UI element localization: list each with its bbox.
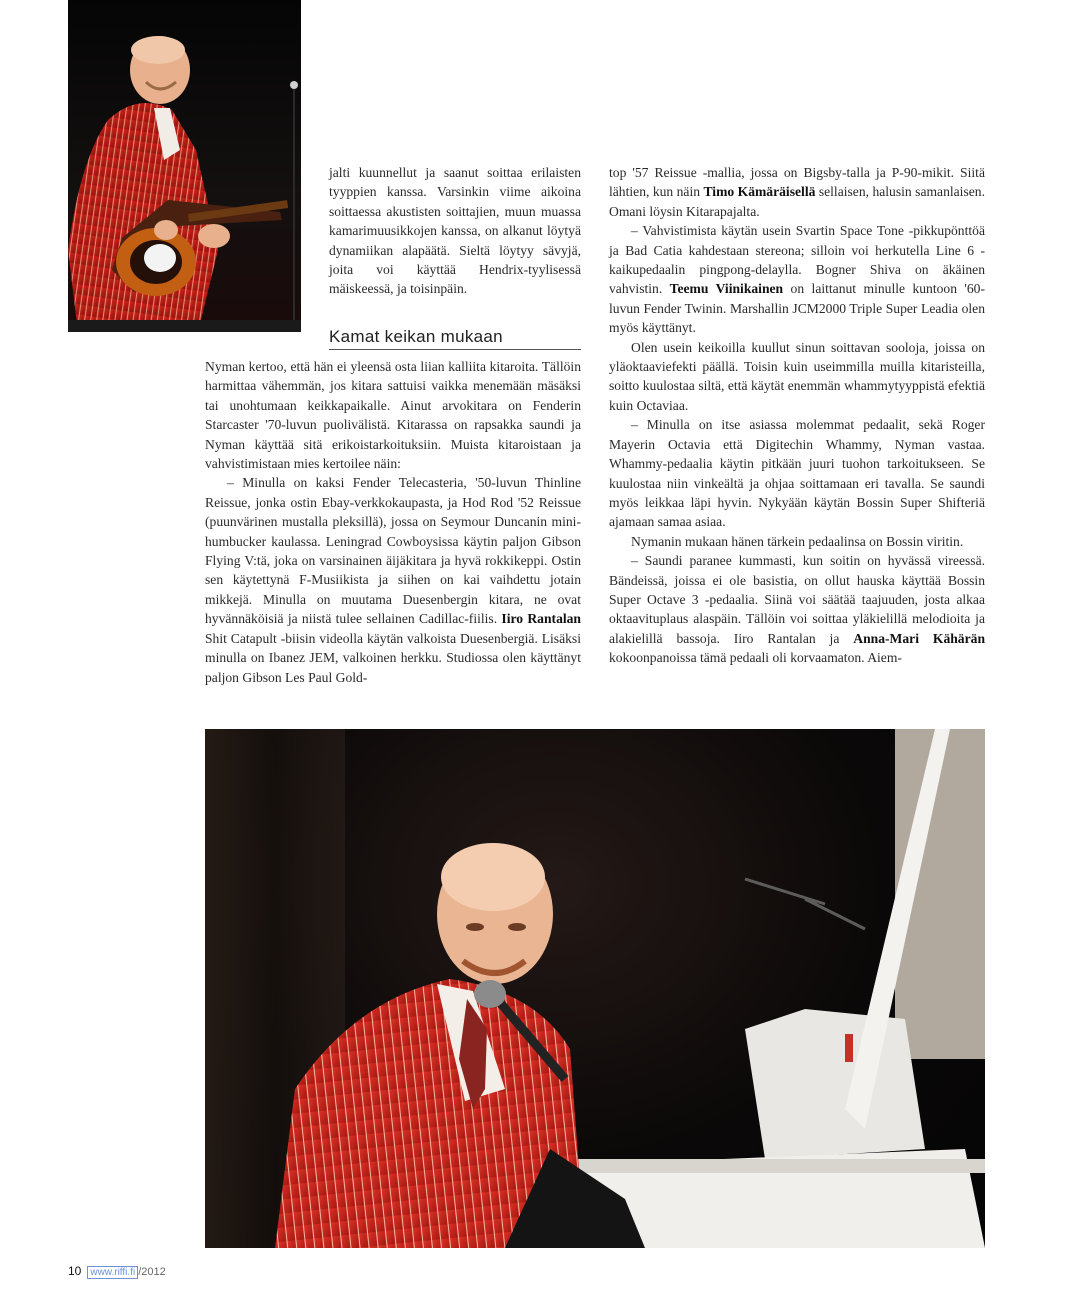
- page-number: 10: [68, 1264, 82, 1278]
- person-name: Timo Kämäräisellä: [703, 184, 816, 200]
- paragraph: top '57 Reissue -mallia, jossa on Bigsby-talla ja P-90-mikit. Siitä lähtien, kun näin Timo Kämäräisellä sellaisen, halusin samanlaisen. Omani löysin Kitarapajalta.: [609, 165, 985, 219]
- paragraph: Olen usein keikoilla kuullut sinun soittavan sooloja, joissa on yläoktaaviefekti päällä. Toisin kuin useimmilla muilla kitaristeilla, soitto kuulostaa siltä, että käytät enemmän whammytyyppistä efektiä kuin Octaviaa.: [609, 339, 985, 413]
- photo-guitarist: [68, 0, 301, 332]
- paragraph: – Minulla on kaksi Fender Telecasteria, '50-luvun Thinline Reissue, jonka ostin Ebay-verkkokaupasta, ja Hod Rod '52 Reissue (puunvärinen mustalla pleksillä), jossa on Seymour Duncanin mini-humbucker kaulassa. Leningrad Cowboysissa käytin paljon Gibson Flying V:tä, joka on varsinainen äijäkitara ja hyvä rokkikeppi. Ostin sen käytettynä F-Musiikista ja siihen on kai vaihdettu jotain mikkejä. Minulla on muutama Duesenbergin kitara, ne ovat hyvännäköisiä ja niistä tulee sellainen Cadillac-fiilis. Iiro Rantalan Shit Catapult -biisin videolla käytän valkoista Duesenbergiä. Lisäksi minulla on Ibanez JEM, valkoinen herkku. Studiossa olen käyttänyt paljon Gibson Les Paul Gold-: [205, 475, 581, 685]
- issue-label: /2012: [138, 1266, 166, 1278]
- article-column-right: [609, 163, 985, 668]
- article-column-upper: [329, 163, 581, 299]
- article-column-left: [205, 357, 581, 687]
- website-link[interactable]: www.riffi.fi: [87, 1266, 138, 1279]
- paragraph: Nymanin mukaan hänen tärkein pedaalinsa on Bossin viritin.: [631, 533, 964, 549]
- paragraph: jalti kuunnellut ja saanut soittaa erilaisten tyyppien kanssa. Varsinkin viime aikoina soittaessa akustisten soittajien, muun muassa kamarimuusikkojen kanssa, on alkanut löytyä dynamiikan alapäätä. Sieltä löytyy sävyjä, joita voi käyttää Hendrix-tyylisessä mäiskeessä, ja toisinpäin.: [329, 165, 581, 297]
- page-footer: [68, 1264, 166, 1280]
- paragraph: Nyman kertoo, että hän ei yleensä osta liian kalliita kitaroita. Tällöin harmittaa vähemmän, jos kitara sattuisi vaikka menemään mäsäksi tai unohtumaan keikkapaikalle. Ainut arvokitara on Fenderin Starcaster '70-luvun puolivälistä. Kitarassa on rapsakka saundi ja Nyman käyttää sitä erikoistarkoituksiin. Muista kitaroistaan ja vahvistimistaan mies kertoilee näin:: [205, 359, 581, 472]
- section-heading: Kamat keikan mukaan: [329, 327, 581, 350]
- pianist-illustration: [205, 729, 985, 1248]
- guitarist-illustration: [68, 0, 301, 332]
- paragraph: – Saundi paranee kummasti, kun soitin on hyvässä vireessä. Bändeissä, joissa ei ole basistia, on ollut hauska käyttää Bossin Super Octave 3 -pedaalia. Siinä voi säätää taajuuden, josta alkaa oktaavituplaus alaspäin. Tällöin voi soittaa yläkielillä melodioita ja alakielillä bassoja. Iiro Rantalan ja Anna-Mari Kähärän kokoonpanoissa tämä pedaali oli korvaamaton. Aiem-: [609, 553, 985, 666]
- paragraph: – Minulla on itse asiassa molemmat pedaalit, sekä Roger Mayerin Octavia että Digitechin Whammy, Nyman vastaa. Whammy-pedaalia käytin pitkään juuri tuohon tarkoitukseen. Se kuulostaa niin vinkeältä ja ohjaa soittamaan eri tavalla. Se saundi myös leikkaa läpi hyvin. Nykyään käytän Bossin Super Shifteriä ajamaan samaa asiaa.: [609, 417, 985, 530]
- person-name: Anna-Mari Kähärän: [853, 630, 985, 646]
- person-name: Teemu Viinikainen: [669, 281, 784, 297]
- paragraph: – Vahvistimista käytän usein Svartin Space Tone -pikkupönttöä ja Bad Catia kahdestaan stereona; silloin voi herkutella Line 6 -kaikupedaalin pingpong-delaylla. Bogner Shiva on äkäinen vahvistin. Teemu Viinikainen on laittanut minulle kuntoon '60-luvun Fender Twinin. Marshallin JCM2000 Triple Super Leadia olen myös käyttänyt.: [609, 223, 985, 336]
- photo-pianist: [205, 729, 985, 1248]
- person-name: Iiro Rantalan: [501, 611, 581, 627]
